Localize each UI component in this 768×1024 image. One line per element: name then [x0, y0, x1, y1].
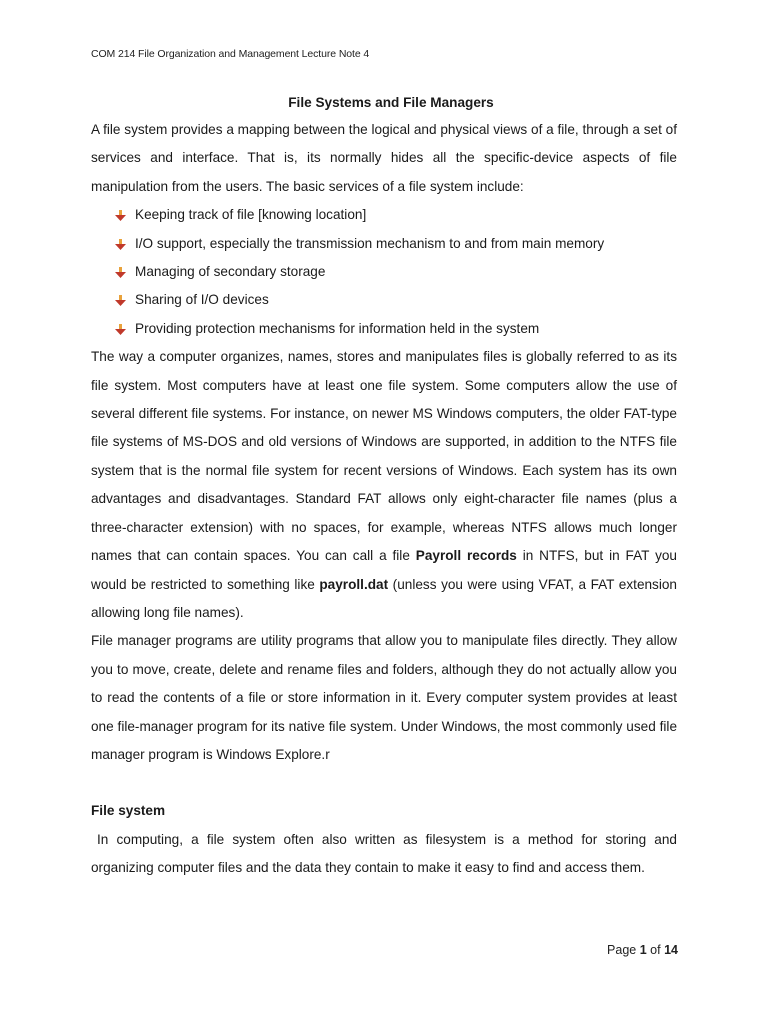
file-system-paragraph: [91, 343, 677, 627]
list-item: [115, 315, 677, 343]
file-manager-paragraph: File manager programs are utility programs that allow you to manipulate files directly. They allow you to move, create, delete and rename files and folders, although they do not actually allow you to read the contents of a file or store information in it. Every computer system provides at least one file-manager program for its native file system. Under Windows, the most commonly used file manager program is Windows Explore.r: [91, 633, 677, 762]
bold-term: payroll.dat: [319, 576, 389, 592]
page-header: COM 214 File Organization and Management Lecture Note 4: [91, 48, 370, 60]
down-arrow-bullet-icon: [115, 295, 126, 306]
list-item-text: I/O support, especially the transmission mechanism to and from main memory: [135, 235, 605, 251]
page-number: 1: [639, 943, 647, 957]
services-list: [91, 201, 677, 343]
down-arrow-bullet-icon: [115, 239, 126, 250]
list-item: [115, 258, 677, 286]
paragraph-text: The way a computer organizes, names, stores and manipulates files is globally referred to as its file system. Most computers have at least one file system. Some computers allow the use of several different file systems. For instance, on newer MS Windows computers, the older FAT-type file systems of MS-DOS and old versions of Windows are supported, in addition to the NTFS file system that is the normal file system for recent versions of Windows. Each system has its own advantages and disadvantages. Standard FAT allows only eight-character file names (plus a three-character extension) with no spaces, for example, whereas NTFS allows much longer names that can contain spaces. You can call a file: [91, 349, 677, 564]
paragraph-text: in NTFS, but in FAT you would be restricted to something like: [91, 548, 677, 592]
page-label: Page: [607, 943, 637, 957]
section-heading: File system: [91, 803, 166, 819]
page-footer: [607, 943, 678, 957]
document-body: [91, 92, 677, 883]
list-item-text: Managing of secondary storage: [135, 264, 326, 280]
list-item-text: Providing protection mechanisms for information held in the system: [135, 320, 540, 336]
intro-paragraph: A file system provides a mapping between the logical and physical views of a file, through a set of services and interface. That is, its normally hides all the specific-device aspects of file manipulation from the users. The basic services of a file system include:: [91, 122, 677, 194]
list-item: [115, 201, 677, 229]
paragraph-text: (unless you were using VFAT, a FAT extension allowing long file names).: [91, 576, 677, 620]
document-title: File Systems and File Managers: [288, 95, 494, 110]
section-paragraph: In computing, a file system often also written as filesystem is a method for storing and organizing computer files and the data they contain to make it easy to find and access them.: [91, 831, 677, 876]
of-label: of: [650, 943, 661, 957]
list-item: [115, 230, 677, 258]
down-arrow-bullet-icon: [115, 210, 126, 221]
list-item-text: Sharing of I/O devices: [135, 292, 269, 308]
page-total: 14: [664, 943, 678, 957]
down-arrow-bullet-icon: [115, 267, 126, 278]
bold-term: Payroll records: [415, 548, 517, 564]
list-item: [115, 286, 677, 314]
down-arrow-bullet-icon: [115, 324, 126, 335]
list-item-text: Keeping track of file [knowing location]: [135, 207, 367, 223]
